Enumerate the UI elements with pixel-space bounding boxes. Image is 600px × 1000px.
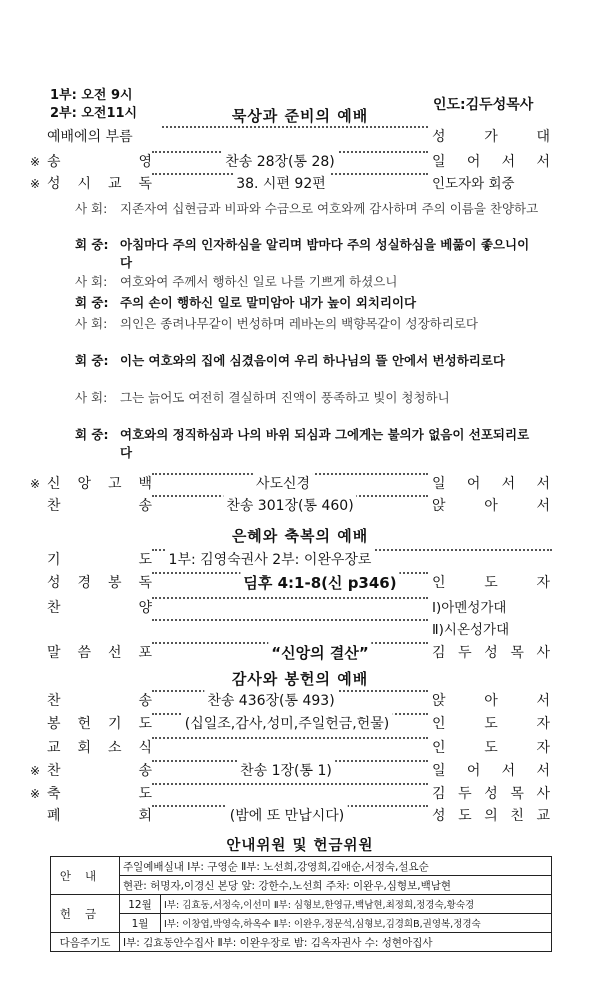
speaker-label: 사 회: (75, 274, 108, 289)
worship-item (0, 783, 600, 805)
item-label: 봉 헌 기 도 (47, 716, 152, 732)
section-title-preparation: 묵상과 준비의 예배 (231, 107, 369, 125)
item-label: 성 경 봉 독 (47, 575, 152, 591)
worship-item (0, 572, 600, 594)
item-performer: 앉 아 서 (432, 498, 550, 514)
item-performer: 인 도 자 (432, 740, 550, 756)
dot-leader (152, 783, 428, 785)
worship-item (0, 805, 600, 827)
worship-item (0, 173, 600, 195)
worship-item (0, 151, 600, 173)
guide-label: 안내 (51, 857, 120, 895)
dot-leader (162, 126, 428, 128)
worship-item (0, 713, 600, 735)
prayer-label: 다음주기도 (51, 933, 120, 952)
item-performer: 인 도 자 (432, 575, 550, 591)
item-performer: 인 도 자 (432, 716, 550, 732)
reading-text: 여호와여 주께서 행하신 일로 나를 기쁘게 하셨으니 (120, 274, 398, 289)
dot-leader (152, 619, 428, 621)
item-detail: 38. 시편 92편 (233, 173, 329, 195)
standing-mark: ※ (30, 155, 41, 169)
speaker-label: 회 중: (75, 427, 109, 442)
worship-item (0, 690, 600, 712)
item-detail: 1부: 김영숙권사 2부: 이완우장로 (166, 549, 375, 571)
item-detail: 찬송 301장(통 460) (223, 495, 356, 517)
item-performer: 앉 아 서 (432, 693, 550, 709)
item-performer: Ⅱ)시온성가대 (432, 622, 510, 638)
item-detail: 찬송 28장(통 28) (222, 151, 338, 173)
section-title-thanksgiving: 감사와 봉헌의 예배 (231, 670, 369, 688)
item-label: 찬 양 (47, 600, 152, 616)
reading-text: 지존자여 십현금과 비파와 수금으로 여호와께 감사하며 주의 이름을 찬양하고 (120, 201, 539, 216)
worship-item (0, 126, 600, 148)
item-detail: 사도신경 (253, 473, 313, 495)
item-detail: “신앙의 결산” (268, 642, 371, 664)
dot-leader (152, 597, 428, 599)
info-table-title: 안내위원 및 헌금위원 (226, 838, 374, 854)
item-label: 폐 회 (47, 808, 152, 824)
item-label: 축 도 (47, 786, 152, 802)
item-performer: 일 어 서 서 (432, 154, 550, 170)
worship-item (0, 760, 600, 782)
offering-label: 헌금 (51, 895, 120, 933)
item-performer: 김 두 성 목 사 (432, 786, 550, 802)
reading-text: 주의 손이 행하신 일로 말미암아 내가 높이 외치리이다 (120, 295, 417, 310)
standing-mark: ※ (30, 787, 41, 801)
section-title-grace: 은혜와 축복의 예배 (231, 527, 369, 545)
item-detail: 찬송 436장(통 493) (204, 690, 337, 712)
usher-offering-table (50, 856, 552, 952)
item-detail: (십일조,감사,성미,주일헌금,헌물) (182, 713, 393, 735)
offering-month-1: 12월 (120, 895, 161, 914)
worship-leader: 인도:김두성목사 (433, 97, 534, 113)
speaker-label: 사 회: (75, 201, 108, 216)
worship-item (0, 619, 600, 641)
table-row (51, 895, 552, 914)
speaker-label: 회 중: (75, 237, 109, 252)
table-row (51, 933, 552, 952)
reading-text: 그는 늙어도 여전히 결실하며 진액이 풍족하고 빛이 청청하니 (120, 390, 450, 405)
reading-text: 여호와의 정직하심과 나의 바위 되심과 그에게는 불의가 없음이 선포되리로다 (120, 427, 530, 460)
worship-item (0, 597, 600, 619)
offering-month-2: 1월 (120, 914, 161, 933)
offering-row-2: Ⅰ부: 이창엽,박영숙,하옥수 Ⅱ부: 이완우,정문석,심형보,김경희B,권영복,정경숙 (161, 914, 552, 933)
item-performer: Ⅰ)아멘성가대 (432, 600, 507, 616)
speaker-label: 사 회: (75, 390, 108, 405)
item-label: 송 영 (47, 154, 152, 170)
item-performer: 인도자와 회중 (432, 176, 515, 192)
reading-text: 의인은 종려나무같이 번성하며 레바논의 백향목같이 성장하리로다 (120, 316, 478, 331)
worship-item (0, 473, 600, 495)
item-performer: 일 어 서 서 (432, 476, 550, 492)
worship-item (0, 642, 600, 664)
standing-mark: ※ (30, 764, 41, 778)
offering-row-1: Ⅰ부: 김효동,서정숙,이선미 Ⅱ부: 심형보,한영규,백남현,최정희,정경숙,황숙경 (161, 895, 552, 914)
worship-item (0, 737, 600, 759)
prayer-row: Ⅰ부: 김효동안수집사 Ⅱ부: 이완우장로 밤: 김옥자권사 수: 성현아집사 (120, 933, 552, 952)
item-label: 찬 송 (47, 763, 152, 779)
speaker-label: 회 중: (75, 295, 109, 310)
speaker-label: 회 중: (75, 353, 109, 368)
table-row (51, 876, 552, 895)
standing-mark: ※ (30, 477, 41, 491)
item-label: 찬 송 (47, 498, 152, 514)
service-time-1: 1부: 오전 9시 (50, 88, 133, 103)
item-performer: 김 두 성 목 사 (432, 645, 550, 661)
service-time-2: 2부: 오전11시 (50, 106, 138, 121)
item-label: 기 도 (47, 552, 152, 568)
table-row (51, 857, 552, 876)
speaker-label: 사 회: (75, 316, 108, 331)
item-detail: 찬송 1장(통 1) (237, 760, 335, 782)
item-label: 성 시 교 독 (47, 176, 152, 192)
item-label: 예배에의 부름 (47, 129, 133, 145)
item-performer: 성 도 의 친 교 (432, 808, 550, 824)
item-label: 말 씀 선 포 (47, 645, 152, 661)
item-label: 찬 송 (47, 693, 152, 709)
item-detail: 딤후 4:1-8(신 p346) (240, 572, 399, 594)
guide-row-2: 현관: 허명자,이경신 본당 앞: 강한수,노선희 주차: 이완우,심형보,백남현 (120, 876, 552, 895)
item-label: 교 회 소 식 (47, 740, 152, 756)
reading-text: 아침마다 주의 인자하심을 알리며 밤마다 주의 성실하심을 베풂이 좋으니이다 (120, 237, 530, 270)
item-performer: 성 가 대 (432, 129, 550, 145)
worship-item (0, 549, 600, 571)
dot-leader (152, 737, 428, 739)
item-performer: 일 어 서 서 (432, 763, 550, 779)
item-label: 신 앙 고 백 (47, 476, 152, 492)
reading-text: 이는 여호와의 집에 심겼음이여 우리 하나님의 뜰 안에서 번성하리로다 (120, 353, 505, 368)
item-detail: (밤에 또 만납시다) (227, 805, 348, 827)
table-row (51, 914, 552, 933)
guide-row-1: 주일예배실내 Ⅰ부: 구영순 Ⅱ부: 노선희,강영희,김애순,서정숙,설요순 (120, 857, 552, 876)
worship-item (0, 495, 600, 517)
standing-mark: ※ (30, 177, 41, 191)
